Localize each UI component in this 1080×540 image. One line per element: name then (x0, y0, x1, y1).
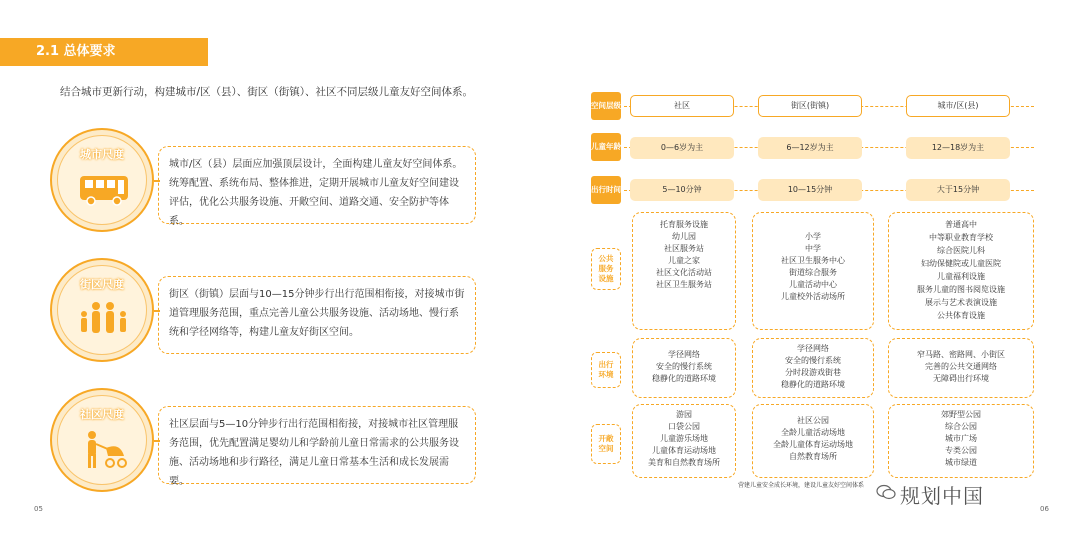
pill-community: 社区 (630, 95, 734, 117)
cell-public-city: 普通高中 中等职业教育学校 综合医院儿科 妇幼保健院或儿童医院 儿童福利设施 服务儿童的图书阅览设施 展示与艺术表演设施 公共体育设施 (888, 212, 1034, 330)
pill-age-community: 0—6岁为主 (630, 137, 734, 159)
pill-time-community: 5—10分钟 (630, 179, 734, 201)
city-scale-label: 城市尺度 (80, 148, 124, 161)
cell-open-city: 郊野型公园 综合公园 城市广场 专类公园 城市绿道 (888, 404, 1034, 478)
cell-travel-community: 学径网络 安全的慢行系统 稳静化的道路环境 (632, 338, 736, 398)
watermark: 规划中国 (900, 484, 984, 508)
section-title: 2.1 总体要求 (0, 38, 208, 66)
community-scale-text: 社区层面与5—10分钟步行出行范围相衔接，对接城市社区管理服务范围，优先配置满足婴幼儿和学龄前儿童日常需求的公共服务设施、活动场地和步行路径，满足儿童日常基本生活和成长发展需要。 (158, 406, 476, 484)
section-label-public-services: 公共服务设施 (591, 248, 621, 290)
community-scale-label: 社区尺度 (80, 408, 124, 421)
city-scale-text: 城市/区（县）层面应加强顶层设计，全面构建儿童友好空间体系。统筹配置、系统布局、整体推进，定期开展城市儿童友好空间建设评估，优化公共服务设施、开敞空间、道路交通、安全防护等体系。 (158, 146, 476, 224)
cell-open-block: 社区公园 全龄儿童活动场地 全龄儿童体育运动场地 自然教育场所 (752, 404, 874, 478)
pill-city: 城市/区(县) (906, 95, 1010, 117)
section-label-open-space: 开敞空间 (591, 424, 621, 464)
pill-time-block: 10—15分钟 (758, 179, 862, 201)
bus-icon (76, 170, 132, 210)
city-scale-badge (50, 128, 154, 232)
cell-public-block: 小学 中学 社区卫生服务中心 街道综合服务 儿童活动中心 儿童校外活动场所 (752, 212, 874, 330)
community-scale-block (50, 388, 480, 498)
row-label-travel-time: 出行时间 (591, 176, 621, 204)
block-scale-badge (50, 258, 154, 362)
wechat-icon (876, 484, 896, 500)
cell-travel-block: 学径网络 安全的慢行系统 分时段游戏街巷 稳静化的道路环境 (752, 338, 874, 398)
footnote: 营建儿童安全成长环境，建设儿童友好空间体系 (738, 482, 865, 489)
pill-block: 街区(街镇) (758, 95, 862, 117)
block-scale-block (50, 258, 480, 368)
pill-age-city: 12—18岁为主 (906, 137, 1010, 159)
row-label-age: 儿童年龄 (591, 133, 621, 161)
left-page-number: 05 (34, 505, 43, 513)
city-scale-block (50, 128, 480, 238)
cell-open-community: 游园 口袋公园 儿童游乐场地 儿童体育运动场地 美育和自然教育场所 (632, 404, 736, 478)
right-page-number: 06 (1040, 505, 1049, 513)
community-scale-badge (50, 388, 154, 492)
intro-text: 结合城市更新行动，构建城市/区（县）、街区（街镇）、社区不同层级儿童友好空间体系。 (60, 86, 474, 98)
block-scale-label: 街区尺度 (80, 278, 124, 291)
section-label-travel-env: 出行环境 (591, 352, 621, 388)
row-label-space-level: 空间层级 (591, 92, 621, 120)
pill-time-city: 大于15分钟 (906, 179, 1010, 201)
cell-public-community: 托育服务设施 幼儿园 社区服务站 儿童之家 社区文化活动站 社区卫生服务站 (632, 212, 736, 330)
family-icon (76, 300, 132, 340)
pill-age-block: 6—12岁为主 (758, 137, 862, 159)
block-scale-text: 街区（街镇）层面与10—15分钟步行出行范围相衔接，对接城市街道管理服务范围，重点完善儿童公共服务设施、活动场地、慢行系统和学径网络等，构建儿童友好街区空间。 (158, 276, 476, 354)
cell-travel-city: 窄马路、密路网、小街区 完善的公共交通网络 无障碍出行环境 (888, 338, 1034, 398)
stroller-icon (76, 430, 132, 470)
